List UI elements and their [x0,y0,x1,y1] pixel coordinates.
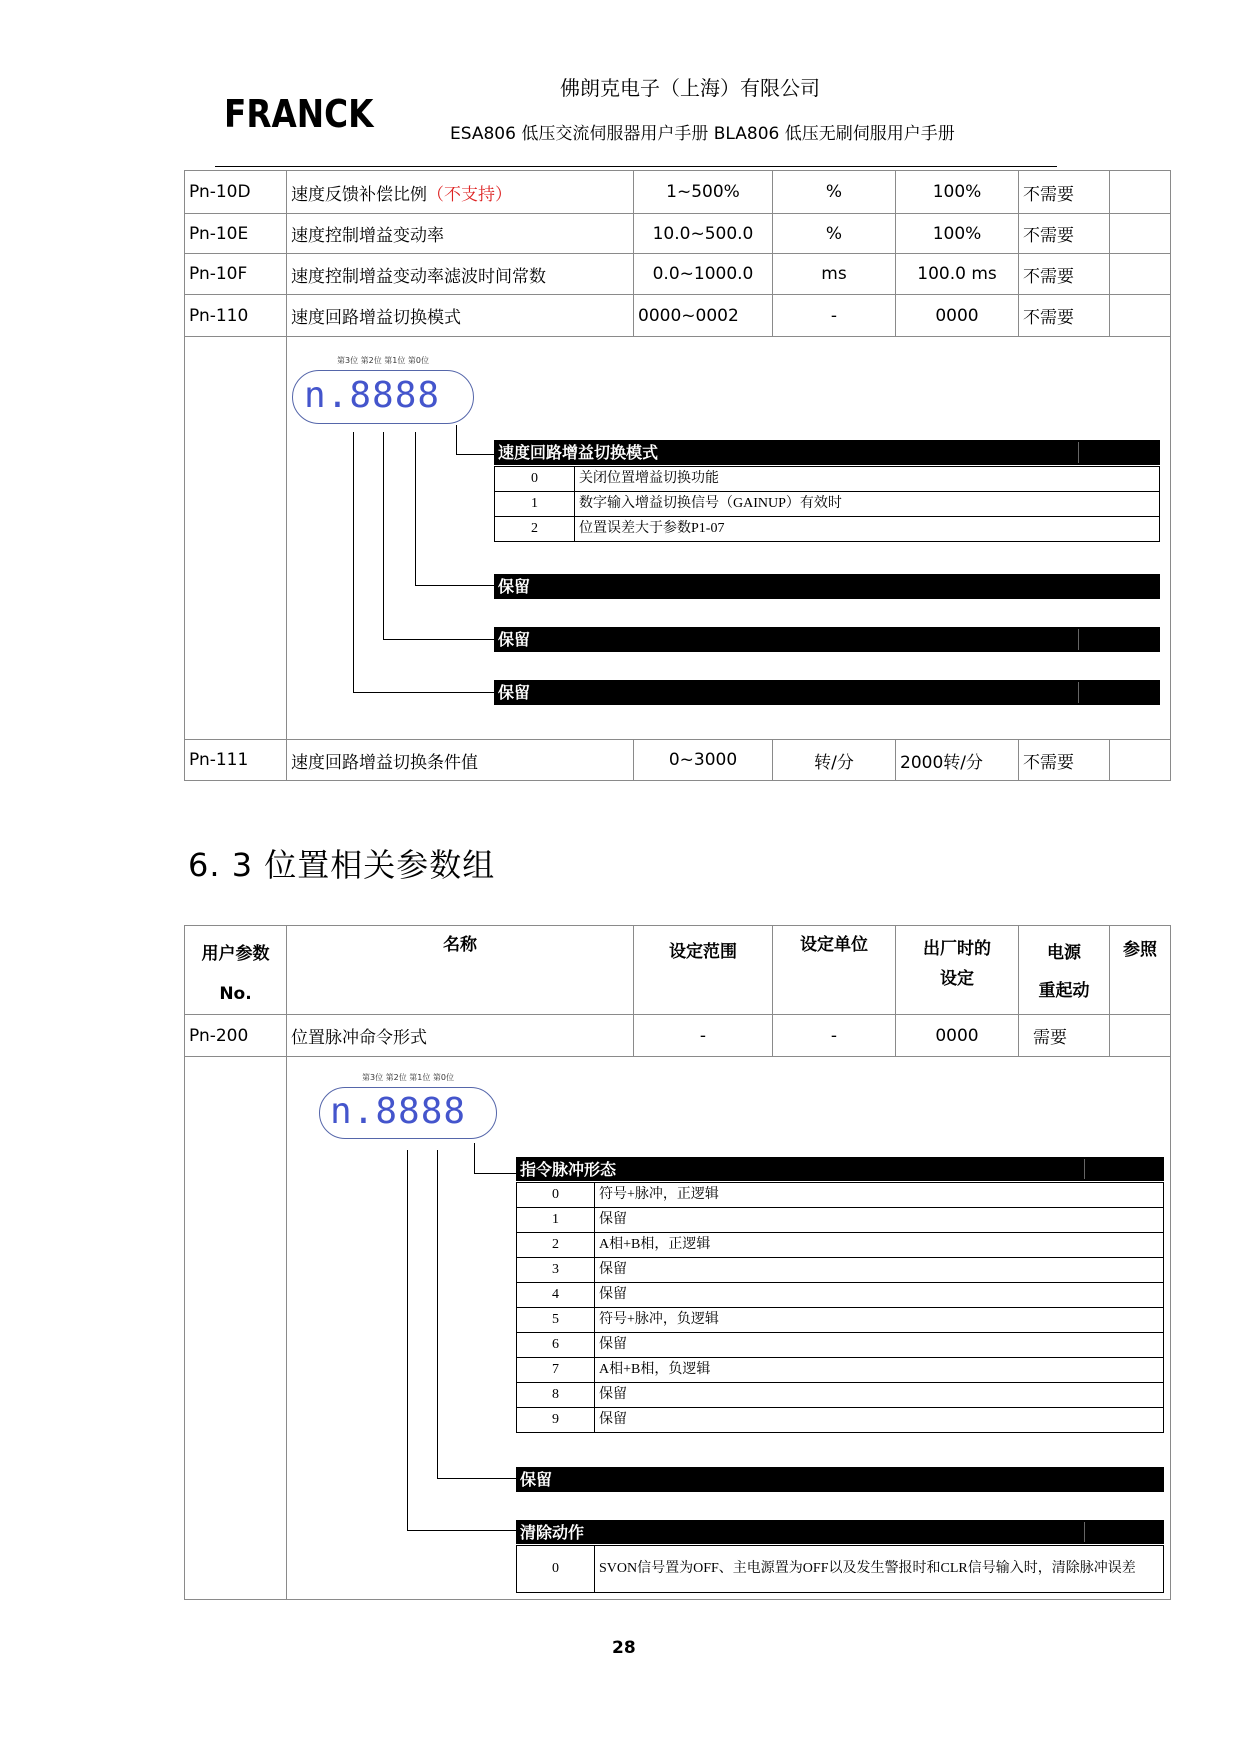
bit0-connector-h [474,1173,518,1174]
bar-divider [1078,629,1158,650]
option-value: 0 [495,467,575,492]
param-unit: - [773,1015,896,1057]
param-power-restart: 需要 [1019,1015,1110,1057]
param-ref [1110,214,1171,254]
option-value: 6 [517,1333,595,1358]
param-range: - [634,1015,773,1057]
table-row [185,740,1171,781]
param-power-restart: 不需要 [1019,740,1110,781]
bit2-title-bar [494,627,1160,652]
param-name: 速度控制增益变动率滤波时间常数 [287,254,634,295]
option-text: 保留 [595,1283,1164,1308]
list-item [517,1408,1164,1433]
param-name: 速度控制增益变动率 [287,214,634,254]
header-param-line1: 用户参数 [201,944,270,964]
option-text: 位置误差大于参数P1-07 [575,517,1160,542]
bit1-connector [437,1150,438,1478]
param-ref [1110,740,1171,781]
header-power [1019,926,1110,1015]
bit1-title-bar [516,1467,1164,1492]
param-unit: ms [773,254,896,295]
param-default: 100% [896,214,1019,254]
param-default: 100% [896,171,1019,214]
option-value: 0 [517,1546,595,1593]
header-name: 名称 [287,926,634,1015]
bit1-title: 保留 [520,1470,553,1489]
bit2-connector [407,1150,408,1530]
param-range: 1~500% [634,171,773,214]
list-item [517,1546,1164,1593]
option-value: 2 [517,1233,595,1258]
param-power-restart: 不需要 [1019,254,1110,295]
bit1-connector-h [415,585,495,586]
bit0-title-bar [516,1157,1164,1181]
option-text: 保留 [595,1333,1164,1358]
option-value: 2 [495,517,575,542]
list-item [495,517,1160,542]
option-value: 1 [517,1208,595,1233]
param-default: 0000 [896,295,1019,337]
bit2-options-table [516,1545,1164,1593]
param-no: Pn-111 [185,740,287,781]
diagram-row-left [185,337,287,740]
header-default-line2: 设定 [940,969,974,989]
param-name: 速度回路增益切换模式 [287,295,634,337]
bit2-connector [383,432,384,639]
param-name [287,171,634,214]
param-no: Pn-110 [185,295,287,337]
param-power-restart: 不需要 [1019,171,1110,214]
param-unit: 转/分 [773,740,896,781]
param-unit: % [773,171,896,214]
bit2-title: 保留 [498,630,531,649]
bar-divider [1078,682,1158,703]
param-power-restart: 不需要 [1019,214,1110,254]
param-name: 位置脉冲命令形式 [287,1015,634,1057]
bit3-connector-h [353,692,495,693]
header-power-line1: 电源 [1047,943,1081,963]
list-item [495,467,1160,492]
option-text: A相+B相，负逻辑 [595,1358,1164,1383]
option-value: 8 [517,1383,595,1408]
param-no: Pn-200 [185,1015,287,1057]
param-name: 速度回路增益切换条件值 [287,740,634,781]
bit1-title: 保留 [498,577,531,596]
list-item [495,492,1160,517]
bar-divider [1084,1159,1162,1179]
bit2-connector-h [383,639,495,640]
header-ref: 参照 [1110,926,1171,1015]
bar-divider [1084,1522,1162,1542]
digit-position-labels: 第3位 第2位 第1位 第0位 [362,1073,454,1082]
bit1-title-bar [494,574,1160,599]
option-value: 9 [517,1408,595,1433]
option-text: SVON信号置为OFF、主电源置为OFF以及发生警报时和CLR信号输入时，清除脉冲误差 [595,1546,1164,1593]
header-default [896,926,1019,1015]
header-range: 设定范围 [634,926,773,1015]
option-value: 5 [517,1308,595,1333]
option-text: 保留 [595,1208,1164,1233]
param-default: 2000转/分 [896,740,1019,781]
param-unit: - [773,295,896,337]
header-param-no [185,926,287,1015]
list-item [517,1208,1164,1233]
table-header-row [185,926,1171,1015]
param-no: Pn-10F [185,254,287,295]
option-text: 关闭位置增益切换功能 [575,467,1160,492]
page-number: 28 [612,1638,636,1658]
option-value: 1 [495,492,575,517]
param-default: 100.0 ms [896,254,1019,295]
bit2-title: 清除动作 [520,1523,585,1542]
list-item [517,1258,1164,1283]
param-ref [1110,171,1171,214]
header-default-line1: 出厂时的 [923,939,991,959]
company-logo: FRANCK [224,92,374,136]
table-row [185,1015,1171,1057]
list-item [517,1358,1164,1383]
unsupported-note: （不支持） [427,184,512,205]
bit2-title-bar [516,1520,1164,1544]
param-range: 0~3000 [634,740,773,781]
list-item [517,1308,1164,1333]
bit0-title-bar [494,440,1160,465]
param-unit: % [773,214,896,254]
display-digits: n.8888 [304,375,441,416]
table-row [185,171,1171,214]
list-item [517,1333,1164,1358]
header-power-line2: 重起动 [1038,981,1090,1001]
param-ref [1110,295,1171,337]
bit1-connector [415,432,416,585]
bit3-title: 保留 [498,683,531,702]
diagram-row-left [185,1057,287,1600]
option-text: 符号+脉冲，负逻辑 [595,1308,1164,1333]
option-value: 7 [517,1358,595,1383]
param-no: Pn-10D [185,171,287,214]
option-text: 保留 [595,1383,1164,1408]
list-item [517,1233,1164,1258]
list-item [517,1183,1164,1208]
option-value: 4 [517,1283,595,1308]
bit1-connector-h [437,1478,517,1479]
option-text: 保留 [595,1408,1164,1433]
table-row [185,214,1171,254]
company-name: 佛朗克电子（上海）有限公司 [560,76,820,100]
header-param-line2: No. [219,984,252,1004]
bit0-connector [456,425,457,455]
section-heading: 6. 3 位置相关参数组 [188,846,496,884]
bit0-connector [474,1143,475,1173]
bit0-connector-h [456,454,496,455]
option-value: 0 [517,1183,595,1208]
bit0-title: 指令脉冲形态 [520,1160,617,1179]
header-unit: 设定单位 [773,926,896,1015]
bit2-connector-h [407,1530,517,1531]
param-ref [1110,1015,1171,1057]
option-text: 符号+脉冲，正逻辑 [595,1183,1164,1208]
param-range: 0.0~1000.0 [634,254,773,295]
digit-position-labels: 第3位 第2位 第1位 第0位 [337,356,429,365]
param-name-text: 速度反馈补偿比例 [291,184,427,205]
param-default: 0000 [896,1015,1019,1057]
option-text: 数字输入增益切换信号（GAINUP）有效时 [575,492,1160,517]
param-ref [1110,254,1171,295]
bit3-title-bar [494,680,1160,705]
option-value: 3 [517,1258,595,1283]
option-text: 保留 [595,1258,1164,1283]
bit0-options-table [494,466,1160,542]
bar-divider [1078,442,1158,463]
param-range: 10.0~500.0 [634,214,773,254]
header-divider [215,166,1057,167]
table-row [185,254,1171,295]
param-range: 0000~0002 [634,295,773,337]
manual-title: ESA806 低压交流伺服器用户手册 BLA806 低压无刷伺服用户手册 [450,124,955,144]
display-digits: n.8888 [330,1091,467,1132]
param-power-restart: 不需要 [1019,295,1110,337]
bit0-title: 速度回路增益切换模式 [498,443,659,462]
option-text: A相+B相，正逻辑 [595,1233,1164,1258]
bit3-connector [353,432,354,692]
list-item [517,1283,1164,1308]
list-item [517,1383,1164,1408]
bit0-options-table [516,1182,1164,1433]
table-row [185,295,1171,337]
param-no: Pn-10E [185,214,287,254]
